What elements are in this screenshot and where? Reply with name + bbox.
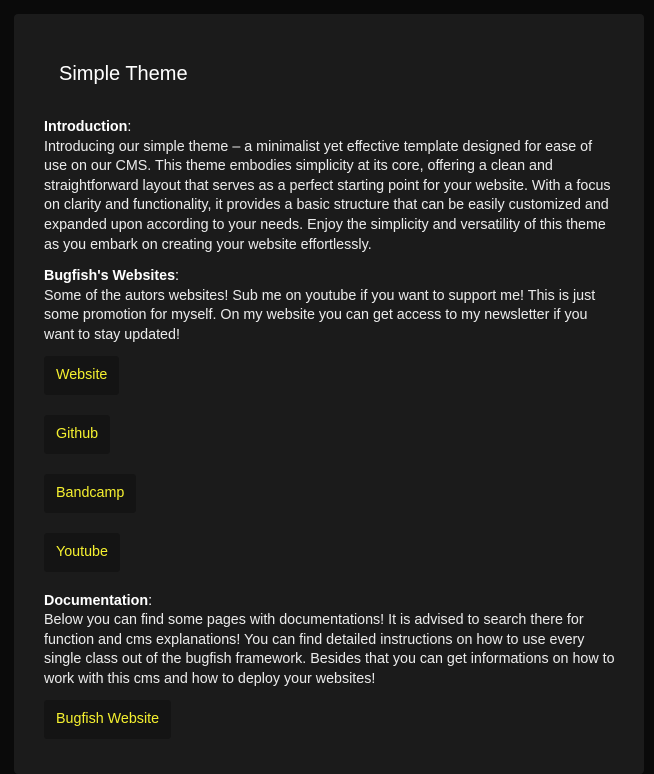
heading-colon: : bbox=[175, 268, 180, 285]
introduction-text: Introducing our simple theme – a minimalist yet effective template designed for ease of use on our CMS. This theme embodies simplicity at its core, offering a clean and straightforward layout that serves as a perfect starting point for your website. With a focus on clarity and functionality, it provides a basic structure that can be easily customized and expanded upon according to your needs. Enjoy the simplicity and versatility of this theme as you embark on creating your website effortlessly. bbox=[44, 138, 611, 253]
websites-text: Some of the autors websites! Sub me on youtube if you want to support me! This is just some promotion for myself. On my website you can get access to my newsletter if you want to stay updated! bbox=[44, 287, 596, 343]
bandcamp-button[interactable]: Bandcamp bbox=[44, 474, 136, 513]
content-card bbox=[14, 14, 644, 774]
content-area bbox=[44, 118, 616, 759]
section-heading-introduction: Introduction bbox=[44, 119, 128, 135]
youtube-button[interactable]: Youtube bbox=[44, 533, 120, 572]
section-introduction bbox=[44, 118, 616, 255]
heading-colon: : bbox=[148, 592, 153, 609]
documentation-button-list bbox=[44, 700, 616, 739]
section-heading-websites: Bugfish's Websites bbox=[44, 268, 176, 285]
documentation-text: Below you can find some pages with documentations! It is advised to search there for function and cms explanations! You can find detailed instructions on how to use every single class out of the bugfish framework. Besides that you can get informations on how to work with this cms and how to deploy your websites! bbox=[44, 612, 615, 687]
section-websites bbox=[44, 267, 616, 571]
heading-colon: : bbox=[127, 119, 132, 135]
websites-button-list bbox=[44, 356, 616, 572]
section-documentation bbox=[44, 592, 616, 739]
spacer bbox=[44, 255, 616, 267]
website-button[interactable]: Website bbox=[44, 356, 119, 395]
bugfish-website-button[interactable]: Bugfish Website bbox=[44, 700, 171, 739]
page-title: Simple Theme bbox=[59, 63, 188, 85]
section-heading-documentation: Documentation bbox=[44, 592, 149, 609]
github-button[interactable]: Github bbox=[44, 415, 110, 454]
